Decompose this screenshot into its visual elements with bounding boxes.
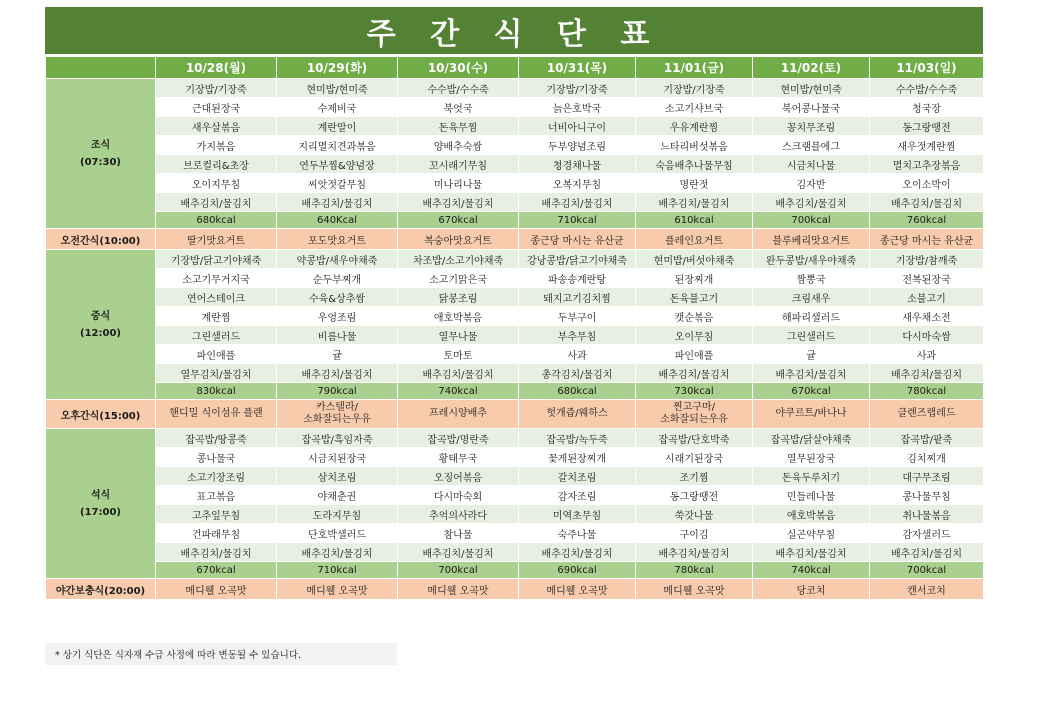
dinner-menu-item: 배추김치/물김치: [277, 543, 398, 562]
breakfast-row: [46, 155, 984, 174]
afternoon_snack-item-line: 찐고구마/: [672, 402, 715, 413]
breakfast-time: (07:30): [80, 156, 121, 168]
lunch-menu-item: 토마토: [398, 345, 519, 364]
lunch-menu-item: 그린샐러드: [753, 326, 870, 345]
dinner-kcal: 710kcal: [277, 562, 398, 579]
breakfast-menu-item: 숙음배추나물무침: [636, 155, 753, 174]
breakfast-menu-item: 연두부찜&양념장: [277, 155, 398, 174]
breakfast-menu-item: 오이소박이: [870, 174, 984, 193]
lunch-menu-item: 해파리샐러드: [753, 307, 870, 326]
dinner-menu-item: 숙주나물: [519, 524, 636, 543]
afternoon_snack-item-lines: [398, 408, 518, 420]
dinner-menu-item: 잡곡밥/땅콩죽: [156, 429, 277, 448]
lunch-kcal: 680kcal: [519, 383, 636, 400]
afternoon_snack-item-lines: [870, 408, 983, 420]
morning_snack-item: 종근당 마시는 유산균: [870, 229, 984, 250]
dinner-menu-item: 추억의사라다: [398, 505, 519, 524]
lunch-menu-item: 다시마숙쌈: [870, 326, 984, 345]
day-header: 10/30(수): [398, 57, 519, 79]
lunch-kcal: 730kcal: [636, 383, 753, 400]
breakfast-menu-item: 현미밥/현미죽: [753, 79, 870, 98]
breakfast-menu-item: 기장밥/기장죽: [156, 79, 277, 98]
lunch-menu-item: 강낭콩밥/닭고기야채죽: [519, 250, 636, 269]
lunch-menu-item: 파송송계란탕: [519, 269, 636, 288]
breakfast-menu-item: 기장밥/기장죽: [519, 79, 636, 98]
morning_snack-item: 플레인요거트: [636, 229, 753, 250]
breakfast-menu-item: 지리멸치견과볶음: [277, 136, 398, 155]
breakfast-menu-item: 늙은호박국: [519, 98, 636, 117]
breakfast-menu-item: 느타리버섯볶음: [636, 136, 753, 155]
afternoon_snack-item-lines: [277, 402, 397, 426]
afternoon_snack-item-line: 핸디밀 식이섬유 플랜: [169, 408, 263, 419]
breakfast-menu-item: 너비아니구이: [519, 117, 636, 136]
afternoon_snack-item-lines: [636, 402, 752, 426]
dinner-kcal: 700kcal: [398, 562, 519, 579]
lunch-menu-item: 귤: [277, 345, 398, 364]
dinner-menu-item: 다시마숙회: [398, 486, 519, 505]
night_snack-item: 메디웰 오곡맛: [277, 579, 398, 600]
night_snack-item: 메디웰 오곡맛: [519, 579, 636, 600]
breakfast-menu-item: 배추김치/물김치: [156, 193, 277, 212]
breakfast-menu-item: 두부양념조림: [519, 136, 636, 155]
dinner-menu-item: 콩나물무침: [870, 486, 984, 505]
lunch-menu-item: 약콩밥/새우야채죽: [277, 250, 398, 269]
dinner-menu-item: 배추김치/물김치: [156, 543, 277, 562]
dinner-menu-item: 배추김치/물김치: [870, 543, 984, 562]
breakfast-menu-item: 스크램블에그: [753, 136, 870, 155]
day-header: 10/29(화): [277, 57, 398, 79]
morning_snack-item: 복숭아맛요거트: [398, 229, 519, 250]
day-header-row: [46, 57, 984, 79]
breakfast-menu-item: 오이지무침: [156, 174, 277, 193]
morning_snack-item: 종근당 마시는 유산균: [519, 229, 636, 250]
breakfast-kcal: 710kcal: [519, 212, 636, 229]
dinner-menu-item: 애호박볶음: [753, 505, 870, 524]
breakfast-menu-item: 씨앗젓갈무침: [277, 174, 398, 193]
breakfast-menu-item: 가지볶음: [156, 136, 277, 155]
dinner-menu-item: 조기찜: [636, 467, 753, 486]
lunch-menu-item: 닭봉조림: [398, 288, 519, 307]
lunch-menu-item: 우엉조림: [277, 307, 398, 326]
dinner-menu-item: 꽃게된장찌개: [519, 448, 636, 467]
lunch-menu-item: 돈육불고기: [636, 288, 753, 307]
dinner-kcal: 690kcal: [519, 562, 636, 579]
lunch-menu-item: 돼지고기김치찜: [519, 288, 636, 307]
dinner-menu-item: 잡곡밥/닭살야채죽: [753, 429, 870, 448]
dinner-menu-item: 고추잎무침: [156, 505, 277, 524]
lunch-menu-item: 된장찌개: [636, 269, 753, 288]
afternoon_snack-item: [753, 400, 870, 429]
breakfast-menu-item: 명란젓: [636, 174, 753, 193]
day-header: 11/02(토): [753, 57, 870, 79]
lunch-kcal: 670kcal: [753, 383, 870, 400]
lunch-menu-item: 귤: [753, 345, 870, 364]
afternoon_snack-label: 오후간식(15:00): [46, 400, 156, 429]
dinner-menu-item: 열무된장국: [753, 448, 870, 467]
breakfast-menu-item: 청국장: [870, 98, 984, 117]
dinner-label: 석식: [90, 489, 111, 501]
breakfast-menu-item: 배추김치/물김치: [870, 193, 984, 212]
dinner-row: [46, 448, 984, 467]
lunch-menu-item: 전복된장국: [870, 269, 984, 288]
lunch-row: [46, 288, 984, 307]
lunch-row: [46, 269, 984, 288]
lunch-menu-item: 사과: [870, 345, 984, 364]
lunch-menu-item: 배추김치/물김치: [277, 364, 398, 383]
dinner-menu-item: 참나물: [398, 524, 519, 543]
lunch-menu-item: 배추김치/물김치: [753, 364, 870, 383]
lunch-menu-item: 소고기맑은국: [398, 269, 519, 288]
dinner-menu-item: 미역초무침: [519, 505, 636, 524]
dinner-menu-item: 배추김치/물김치: [636, 543, 753, 562]
dinner-menu-item: 동그랑땡전: [636, 486, 753, 505]
dinner-menu-item: 취나물볶음: [870, 505, 984, 524]
breakfast-row: [46, 193, 984, 212]
lunch-menu-item: 두부구이: [519, 307, 636, 326]
footnote: * 상기 식단은 식자재 수급 사정에 따라 변동될 수 있습니다.: [45, 643, 397, 665]
day-header: 11/03(일): [870, 57, 984, 79]
dinner-menu-item: 감자조림: [519, 486, 636, 505]
breakfast-row: [46, 98, 984, 117]
lunch-menu-item: 배추김치/물김치: [636, 364, 753, 383]
breakfast-menu-item: 꼬시래기무침: [398, 155, 519, 174]
dinner-kcal-row: [46, 562, 984, 579]
dinner-menu-item: 소고기장조림: [156, 467, 277, 486]
breakfast-menu-item: 배추김치/물김치: [398, 193, 519, 212]
breakfast-menu-item: 미나리나물: [398, 174, 519, 193]
breakfast-menu-item: 시금치나물: [753, 155, 870, 174]
lunch-menu-item: 소불고기: [870, 288, 984, 307]
dinner-label-cell: [46, 429, 156, 579]
morning_snack-item: 포도맛요거트: [277, 229, 398, 250]
afternoon_snack-item: [636, 400, 753, 429]
breakfast-menu-item: 배추김치/물김치: [519, 193, 636, 212]
breakfast-menu-item: 브로컬리&초장: [156, 155, 277, 174]
dinner-menu-item: 실곤약무침: [753, 524, 870, 543]
dinner-menu-item: 쑥갓나물: [636, 505, 753, 524]
breakfast-menu-item: 수수밥/수수죽: [870, 79, 984, 98]
afternoon_snack-item: [398, 400, 519, 429]
afternoon_snack-item-lines: [156, 408, 276, 420]
lunch-row: [46, 364, 984, 383]
lunch-row: [46, 326, 984, 345]
night_snack-item: 캔서코치: [870, 579, 984, 600]
afternoon_snack-item: [519, 400, 636, 429]
dinner-menu-item: 잡곡밥/흑임자죽: [277, 429, 398, 448]
breakfast-menu-item: 돈육무찜: [398, 117, 519, 136]
breakfast-kcal: 680kcal: [156, 212, 277, 229]
page-title: 주 간 식 단 표: [45, 7, 983, 54]
dinner-menu-item: 민들레나물: [753, 486, 870, 505]
lunch-menu-item: 사과: [519, 345, 636, 364]
lunch-menu-item: 열무김치/물김치: [156, 364, 277, 383]
dinner-row: [46, 429, 984, 448]
afternoon_snack-item-line: 프레시양배추: [429, 408, 487, 419]
dinner-menu-item: 잡곡밥/단호박죽: [636, 429, 753, 448]
breakfast-menu-item: 우유계란찜: [636, 117, 753, 136]
breakfast-row: [46, 174, 984, 193]
dinner-menu-item: 배추김치/물김치: [753, 543, 870, 562]
lunch-menu-item: 배추김치/물김치: [870, 364, 984, 383]
dinner-menu-item: 돈육두루치기: [753, 467, 870, 486]
breakfast-menu-item: 새우살볶음: [156, 117, 277, 136]
breakfast-menu-item: 근대된장국: [156, 98, 277, 117]
lunch-menu-item: 연어스테이크: [156, 288, 277, 307]
lunch-label: 중식: [90, 310, 111, 322]
breakfast-menu-item: 꽁치무조림: [753, 117, 870, 136]
breakfast-menu-item: 수수밥/수수죽: [398, 79, 519, 98]
lunch-menu-item: 차조밥/소고기야채죽: [398, 250, 519, 269]
dinner-menu-item: 도라지무침: [277, 505, 398, 524]
lunch-menu-item: 소고기무거지국: [156, 269, 277, 288]
lunch-menu-item: 캣순볶음: [636, 307, 753, 326]
breakfast-menu-item: 청경채나물: [519, 155, 636, 174]
breakfast-kcal: 700kcal: [753, 212, 870, 229]
lunch-menu-item: 비름나물: [277, 326, 398, 345]
afternoon_snack-item-line: 야쿠르트/바나나: [775, 408, 847, 419]
lunch-kcal: 790kcal: [277, 383, 398, 400]
dinner-menu-item: 잡곡밥/명란죽: [398, 429, 519, 448]
breakfast-menu-item: 배추김치/물김치: [636, 193, 753, 212]
weekly-menu-table: [45, 56, 984, 600]
breakfast-kcal: 640Kcal: [277, 212, 398, 229]
breakfast-label: 조식: [90, 139, 111, 151]
lunch-menu-item: 배추김치/물김치: [398, 364, 519, 383]
lunch-menu-item: 총각김치/물김치: [519, 364, 636, 383]
afternoon_snack-item-lines: [519, 408, 635, 420]
dinner-row: [46, 543, 984, 562]
dinner-menu-item: 황태무국: [398, 448, 519, 467]
day-header: 11/01(금): [636, 57, 753, 79]
lunch-label-cell: [46, 250, 156, 400]
dinner-row: [46, 524, 984, 543]
lunch-menu-item: 부추무침: [519, 326, 636, 345]
dinner-kcal: 780kcal: [636, 562, 753, 579]
dinner-row: [46, 486, 984, 505]
afternoon_snack-item-line: 클렌즈랩레드: [897, 408, 956, 419]
morning_snack-item: 딸기맛요거트: [156, 229, 277, 250]
breakfast-kcal-row: [46, 212, 984, 229]
breakfast-menu-item: 현미밥/현미죽: [277, 79, 398, 98]
breakfast-menu-item: 북엇국: [398, 98, 519, 117]
breakfast-menu-item: 동그랑땡전: [870, 117, 984, 136]
lunch-menu-item: 파인애플: [636, 345, 753, 364]
lunch-menu-item: 기장밥/참깨죽: [870, 250, 984, 269]
afternoon_snack-item: [277, 400, 398, 429]
dinner-menu-item: 배추김치/물김치: [398, 543, 519, 562]
lunch-menu-item: 크림새우: [753, 288, 870, 307]
day-header: 10/28(월): [156, 57, 277, 79]
morning_snack-row: [46, 229, 984, 250]
breakfast-label-cell: [46, 79, 156, 229]
afternoon_snack-item-line: 소화잘되는우유: [303, 414, 371, 425]
lunch-kcal: 780kcal: [870, 383, 984, 400]
afternoon_snack-item: [156, 400, 277, 429]
night_snack-item: 메디웰 오곡맛: [398, 579, 519, 600]
night_snack-row: [46, 579, 984, 600]
morning_snack-item: 블루베리맛요거트: [753, 229, 870, 250]
lunch-kcal-row: [46, 383, 984, 400]
breakfast-menu-item: 수제비국: [277, 98, 398, 117]
breakfast-menu-item: 김자반: [753, 174, 870, 193]
lunch-menu-item: 그린샐러드: [156, 326, 277, 345]
breakfast-row: [46, 79, 984, 98]
breakfast-menu-item: 기장밥/기장죽: [636, 79, 753, 98]
breakfast-menu-item: 멸치고추장볶음: [870, 155, 984, 174]
dinner-row: [46, 505, 984, 524]
breakfast-menu-item: 소고기샤브국: [636, 98, 753, 117]
breakfast-kcal: 670kcal: [398, 212, 519, 229]
night_snack-item: 메디웰 오곡맛: [156, 579, 277, 600]
header-corner: [46, 57, 156, 79]
lunch-menu-item: 현미밥/버섯야채죽: [636, 250, 753, 269]
morning_snack-label: 오전간식(10:00): [46, 229, 156, 250]
breakfast-menu-item: 계란말이: [277, 117, 398, 136]
afternoon_snack-item-line: 헛개즙/웨하스: [546, 408, 608, 419]
dinner-menu-item: 오징어볶음: [398, 467, 519, 486]
breakfast-menu-item: 오복지무침: [519, 174, 636, 193]
lunch-time: (12:00): [80, 327, 121, 339]
dinner-menu-item: 야채춘권: [277, 486, 398, 505]
lunch-kcal: 740kcal: [398, 383, 519, 400]
dinner-kcal: 700kcal: [870, 562, 984, 579]
breakfast-row: [46, 136, 984, 155]
dinner-menu-item: 시금치된장국: [277, 448, 398, 467]
afternoon_snack-item: [870, 400, 984, 429]
afternoon_snack-item-line: 소화잘되는우유: [660, 414, 728, 425]
lunch-menu-item: 계란찜: [156, 307, 277, 326]
breakfast-menu-item: 북어콩나물국: [753, 98, 870, 117]
breakfast-menu-item: 배추김치/물김치: [277, 193, 398, 212]
dinner-menu-item: 배추김치/물김치: [519, 543, 636, 562]
afternoon_snack-row: [46, 400, 984, 429]
breakfast-menu-item: 배추김치/물김치: [753, 193, 870, 212]
dinner-menu-item: 잡곡밥/팥죽: [870, 429, 984, 448]
lunch-menu-item: 애호박볶음: [398, 307, 519, 326]
dinner-kcal: 740kcal: [753, 562, 870, 579]
dinner-menu-item: 갈치조림: [519, 467, 636, 486]
dinner-menu-item: 건파래무침: [156, 524, 277, 543]
dinner-menu-item: 콩나물국: [156, 448, 277, 467]
afternoon_snack-item-line: 카스텔라/: [315, 402, 358, 413]
dinner-kcal: 670kcal: [156, 562, 277, 579]
lunch-row: [46, 307, 984, 326]
dinner-menu-item: 삼치조림: [277, 467, 398, 486]
breakfast-row: [46, 117, 984, 136]
lunch-menu-item: 열무나물: [398, 326, 519, 345]
lunch-row: [46, 345, 984, 364]
lunch-menu-item: 짬뽕국: [753, 269, 870, 288]
dinner-menu-item: 대구무조림: [870, 467, 984, 486]
dinner-menu-item: 시래기된장국: [636, 448, 753, 467]
breakfast-kcal: 610kcal: [636, 212, 753, 229]
breakfast-menu-item: 새우젓계란찜: [870, 136, 984, 155]
lunch-row: [46, 250, 984, 269]
lunch-kcal: 830kcal: [156, 383, 277, 400]
lunch-menu-item: 순두부찌개: [277, 269, 398, 288]
dinner-menu-item: 단호박샐러드: [277, 524, 398, 543]
breakfast-kcal: 760kcal: [870, 212, 984, 229]
dinner-row: [46, 467, 984, 486]
dinner-menu-item: 구이김: [636, 524, 753, 543]
night_snack-item: 메디웰 오곡맛: [636, 579, 753, 600]
lunch-menu-item: 새우채소전: [870, 307, 984, 326]
lunch-menu-item: 기장밥/닭고기야채죽: [156, 250, 277, 269]
breakfast-menu-item: 양배추숙쌈: [398, 136, 519, 155]
dinner-menu-item: 김치찌개: [870, 448, 984, 467]
lunch-menu-item: 수육&상추쌈: [277, 288, 398, 307]
lunch-menu-item: 오이무침: [636, 326, 753, 345]
dinner-menu-item: 감자샐러드: [870, 524, 984, 543]
night_snack-item: 당코치: [753, 579, 870, 600]
lunch-menu-item: 완두콩밥/새우야채죽: [753, 250, 870, 269]
night_snack-label: 야간보충식(20:00): [46, 579, 156, 600]
dinner-time: (17:00): [80, 506, 121, 518]
dinner-menu-item: 잡곡밥/녹두죽: [519, 429, 636, 448]
afternoon_snack-item-lines: [753, 408, 869, 420]
day-header: 10/31(목): [519, 57, 636, 79]
lunch-menu-item: 파인애플: [156, 345, 277, 364]
dinner-menu-item: 표고볶음: [156, 486, 277, 505]
